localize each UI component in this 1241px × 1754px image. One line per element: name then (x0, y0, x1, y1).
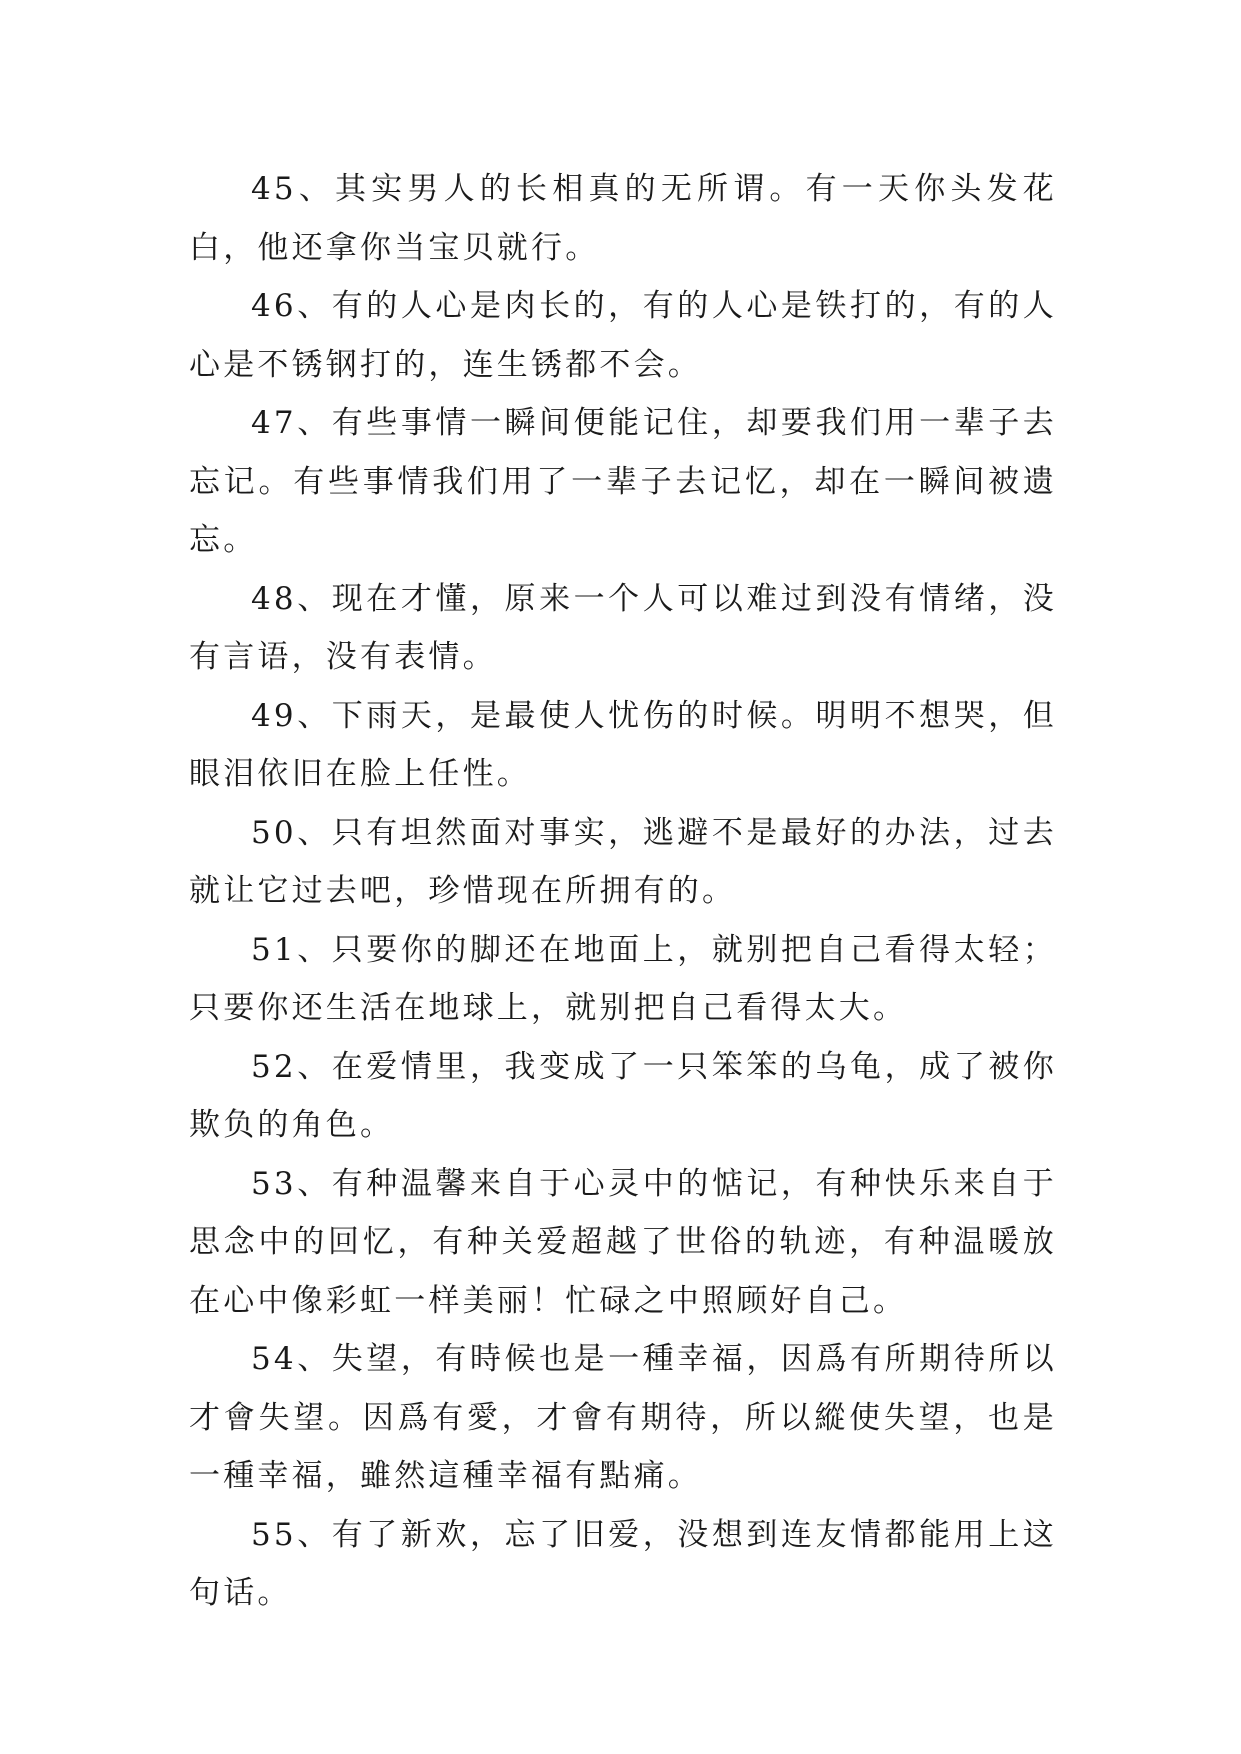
paragraph-49: 49、下雨天，是最使人忧伤的时候。明明不想哭，但眼泪依旧在脸上任性。 (189, 697, 1057, 792)
document-body (189, 160, 1057, 1623)
paragraph-53: 53、有种温馨来自于心灵中的惦记，有种快乐来自于思念中的回忆，有种关爱超越了世俗的轨迹，有种温暖放在心中像彩虹一样美丽！忙碌之中照顾好自己。 (189, 1165, 1057, 1319)
paragraph-46: 46、有的人心是肉长的，有的人心是铁打的，有的人心是不锈钢打的，连生锈都不会。 (189, 288, 1057, 383)
paragraph-51: 51、只要你的脚还在地面上，就别把自己看得太轻；只要你还生活在地球上，就别把自己看得太大。 (189, 931, 1057, 1026)
paragraph-50: 50、只有坦然面对事实，逃避不是最好的办法，过去就让它过去吧，珍惜现在所拥有的。 (189, 814, 1057, 909)
paragraph-45: 45、其实男人的长相真的无所谓。有一天你头发花白，他还拿你当宝贝就行。 (189, 171, 1057, 266)
paragraph-55: 55、有了新欢，忘了旧爱，没想到连友情都能用上这句话。 (189, 1516, 1057, 1611)
paragraph-47: 47、有些事情一瞬间便能记住，却要我们用一辈子去忘记。有些事情我们用了一辈子去记忆，却在一瞬间被遗忘。 (189, 405, 1057, 558)
paragraph-48: 48、现在才懂，原来一个人可以难过到没有情绪，没有言语，没有表情。 (189, 580, 1057, 675)
paragraph-54: 54、失望，有時候也是一種幸福，因爲有所期待所以才會失望。因爲有愛，才會有期待，所以縱使失望，也是一種幸福，雖然這種幸福有點痛。 (189, 1341, 1057, 1494)
paragraph-52: 52、在爱情里，我变成了一只笨笨的乌龟，成了被你欺负的角色。 (189, 1048, 1057, 1143)
